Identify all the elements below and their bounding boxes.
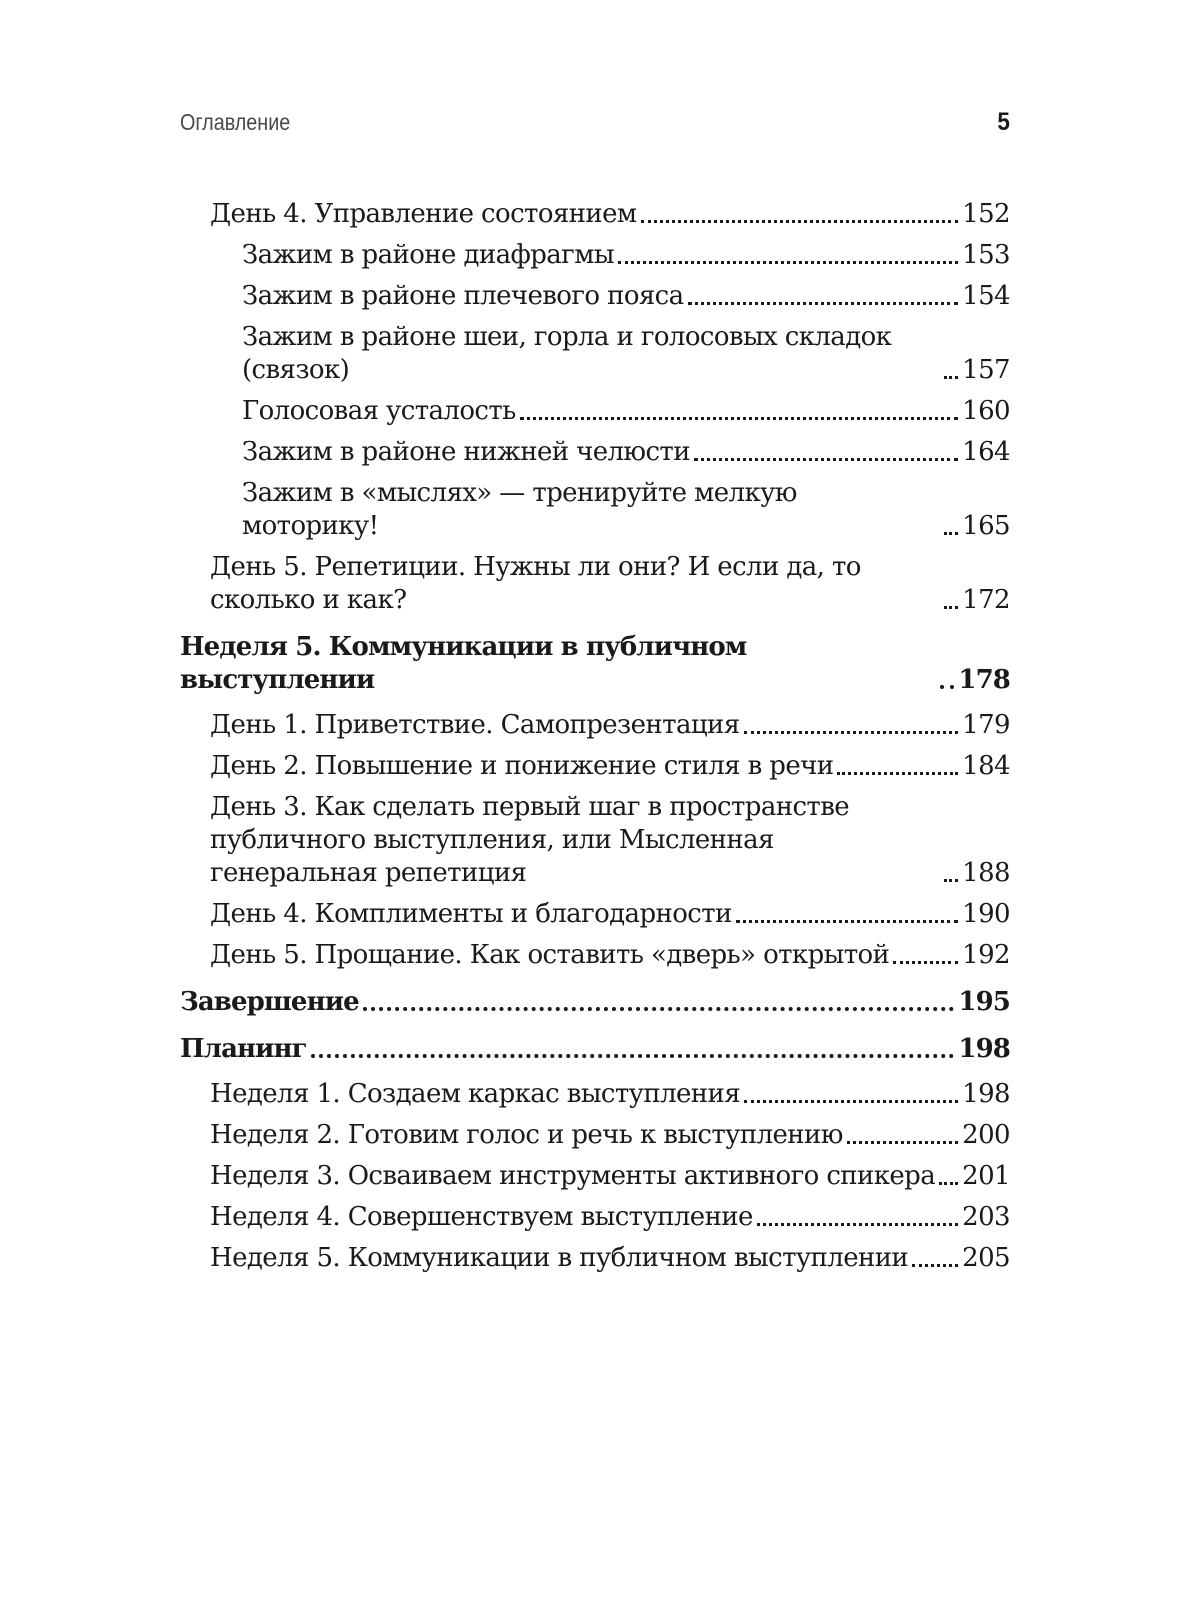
toc-entry-title: Неделя 5. Коммуникации в публичном выступлении (210, 1243, 909, 1273)
toc-entry-title: Голосовая усталость (242, 396, 516, 426)
toc-entry[interactable] (180, 939, 1010, 972)
toc-entry-page: 152 (962, 199, 1010, 229)
toc-entry-page: 201 (962, 1161, 1010, 1191)
toc-leader-dots (939, 1182, 958, 1185)
toc-entry-page: 205 (962, 1243, 1010, 1273)
toc-entry-page: 153 (962, 240, 1010, 270)
toc-entry[interactable] (180, 1119, 1010, 1152)
toc-leader-dots (618, 261, 958, 264)
toc-section-title: Неделя 5. Коммуникации в публичном выступлении (180, 632, 747, 695)
toc-entry[interactable] (180, 239, 1010, 272)
toc-leader-dots (736, 920, 958, 923)
toc-leader-dots (520, 417, 958, 420)
toc-entry-title: Неделя 2. Готовим голос и речь к выступлению (210, 1120, 843, 1150)
toc-entry-page: 179 (962, 710, 1010, 740)
toc-entry[interactable] (180, 1078, 1010, 1111)
toc-leader-dots (744, 731, 959, 734)
toc-entry-title: День 5. Прощание. Как оставить «дверь» открытой (210, 940, 890, 970)
toc-entry-page: 192 (962, 940, 1010, 970)
page-number: 5 (997, 108, 1010, 136)
toc-section-entry[interactable] (180, 986, 1010, 1019)
toc-entry-page: 203 (962, 1202, 1010, 1232)
toc-section-page: 195 (958, 987, 1010, 1017)
toc-entry-page: 188 (962, 858, 1010, 888)
toc-entry-title: Неделя 1. Создаем каркас выступления (210, 1079, 741, 1109)
toc-entry-title: Неделя 4. Совершенствуем выступление (210, 1202, 753, 1232)
toc-leader-dots (893, 961, 958, 964)
toc-entry[interactable] (180, 321, 1010, 387)
toc-leader-dots (944, 376, 958, 379)
toc-leader-dots (847, 1141, 958, 1144)
toc-entry-page: 160 (962, 396, 1010, 426)
toc-entry-page: 190 (962, 899, 1010, 929)
toc-entry[interactable] (180, 280, 1010, 313)
toc-entry-title: День 5. Репетиции. Нужны ли они? И если да, то сколько и как? (210, 552, 861, 615)
toc-section-page: 178 (958, 665, 1010, 695)
toc-entry[interactable] (180, 198, 1010, 231)
toc-leader-dots (944, 879, 958, 882)
toc-entry-page: 200 (962, 1120, 1010, 1150)
toc-entry-page: 172 (962, 585, 1010, 615)
toc-entry-title: Зажим в районе диафрагмы (242, 240, 614, 270)
toc-leader-dots (757, 1223, 958, 1226)
toc-entry[interactable] (180, 551, 1010, 617)
toc-entry[interactable] (180, 1160, 1010, 1193)
toc-section-title: Планинг (180, 1034, 307, 1064)
toc-entry-page: 198 (962, 1079, 1010, 1109)
toc-entry-title: День 3. Как сделать первый шаг в пространстве публичного выступления, или Мысленная генеральная репетиция (210, 792, 850, 888)
toc-entry[interactable] (180, 709, 1010, 742)
toc-leader-dots (944, 532, 958, 535)
toc-leader-dots (688, 302, 959, 305)
toc-leader-dots (311, 1054, 955, 1058)
toc-leader-dots (694, 458, 958, 461)
toc-entry-page: 154 (962, 281, 1010, 311)
toc-section-entry[interactable] (180, 631, 1010, 697)
toc-entry-title: День 4. Комплименты и благодарности (210, 899, 732, 929)
running-title: Оглавление (180, 109, 291, 135)
toc-section-entry[interactable] (180, 1033, 1010, 1066)
toc-leader-dots (912, 1264, 958, 1267)
toc-entry-title: День 1. Приветствие. Самопрезентация (210, 710, 740, 740)
running-header (180, 108, 1010, 137)
toc-entry[interactable] (180, 477, 1010, 543)
toc-entry-title: День 4. Управление состоянием (210, 199, 637, 229)
toc-leader-dots (641, 220, 959, 223)
toc-entry-page: 184 (962, 751, 1010, 781)
toc-entry[interactable] (180, 791, 1010, 890)
toc-section-page: 198 (958, 1034, 1010, 1064)
toc-entry[interactable] (180, 898, 1010, 931)
toc-entry[interactable] (180, 1201, 1010, 1234)
toc-entry[interactable] (180, 750, 1010, 783)
toc-leader-dots (744, 1100, 958, 1103)
toc-entry-title: Зажим в районе нижней челюсти (242, 437, 690, 467)
table-of-contents (180, 198, 1010, 1283)
toc-leader-dots (837, 772, 958, 775)
toc-section-title: Завершение (180, 987, 359, 1017)
toc-entry-title: Неделя 3. Осваиваем инструменты активного спикера (210, 1161, 936, 1191)
toc-leader-dots (944, 606, 958, 609)
toc-entry-page: 165 (962, 511, 1010, 541)
toc-entry[interactable] (180, 395, 1010, 428)
toc-entry[interactable] (180, 1242, 1010, 1275)
toc-entry-title: День 2. Повышение и понижение стиля в речи (210, 751, 834, 781)
toc-leader-dots (363, 1007, 955, 1011)
toc-entry-page: 164 (962, 437, 1010, 467)
toc-leader-dots (940, 685, 954, 689)
toc-entry-title: Зажим в районе шеи, горла и голосовых складок (связок) (242, 322, 892, 385)
toc-entry-page: 157 (962, 355, 1010, 385)
toc-entry-title: Зажим в районе плечевого пояса (242, 281, 684, 311)
toc-entry[interactable] (180, 436, 1010, 469)
toc-entry-title: Зажим в «мыслях» — тренируйте мелкую моторику! (242, 478, 797, 541)
